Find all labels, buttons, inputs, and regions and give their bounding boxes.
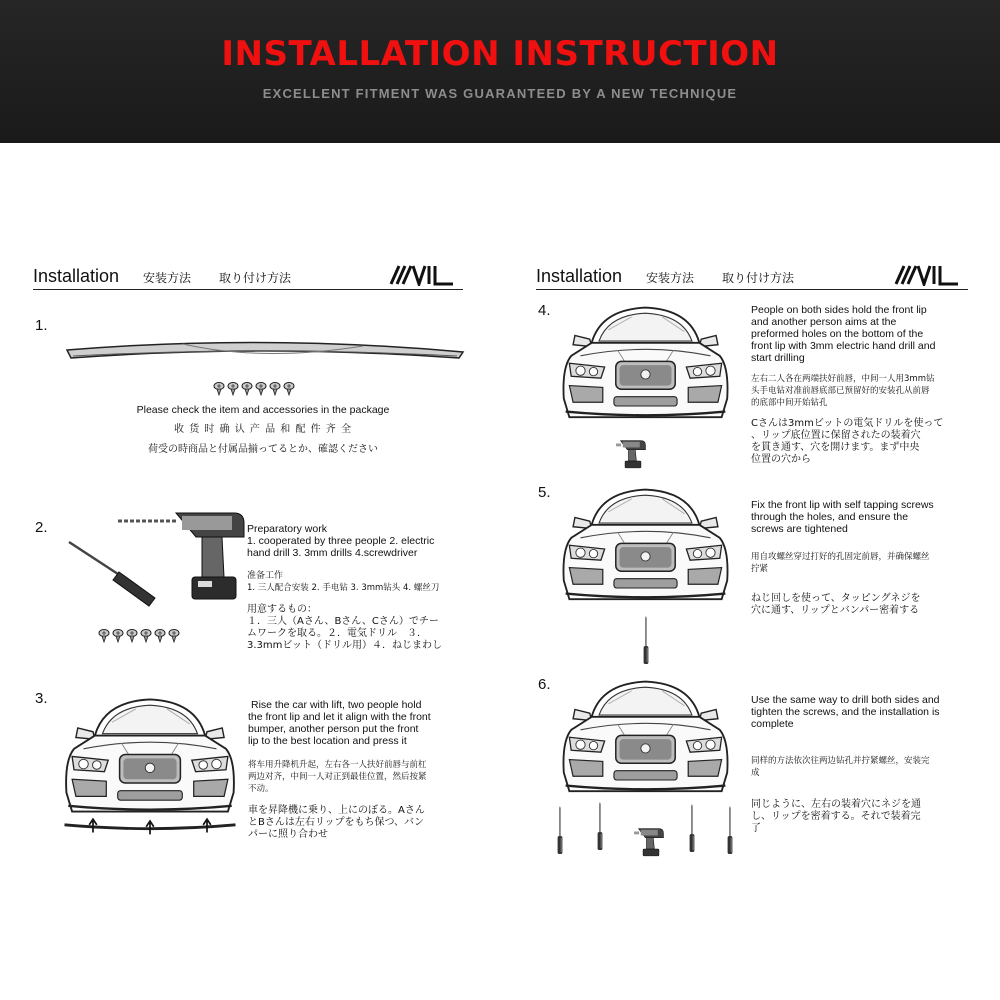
step-6-text-en-2: tighten the screws, and the installation is	[751, 706, 940, 718]
step-4-text-en-2: and another person aims at the	[751, 316, 897, 328]
step-1-text-cn: 收 货 时 确 认 产 品 和 配 件 齐 全	[174, 424, 352, 435]
step-6-text-en-3: complete	[751, 718, 794, 730]
step-6-text-en-1: Use the same way to drill both sides and	[751, 694, 940, 706]
step-2-text-jp-3: 3.3mmビット（ドリル用）４．ねじまわし	[247, 640, 442, 651]
step-3-text-jp-1: 車を昇降機に乗り、上にのぼる。Aさん	[248, 805, 425, 816]
step-3-text-jp-2: とBさんは左右リップをもち保つ、バン	[248, 817, 425, 828]
front-lip-icon	[63, 332, 468, 372]
screwdriver-icon	[640, 614, 652, 666]
step-4-text-jp-2: 、リップ底位置に保留されたの装着穴	[751, 430, 921, 441]
step-3-text-cn-3: 不动。	[248, 784, 274, 794]
vil-logo-icon	[387, 264, 455, 286]
step-4-text-en-1: People on both sides hold the front lip	[751, 304, 927, 316]
step-5-text-en-2: through the holes, and ensure the	[751, 511, 909, 523]
step-6-text-cn-1: 同样的方法依次往两边钻孔并拧紧螺丝，安装完	[751, 756, 930, 766]
step-3-text-cn-2: 两边对齐，中间一人对正到最佳位置，然后按紧	[248, 772, 427, 782]
car-front-icon	[548, 676, 743, 806]
drill-icon	[118, 507, 248, 607]
step-6-number: 6.	[538, 676, 551, 693]
header-title-cn: 安装方法	[646, 271, 695, 285]
car-front-icon	[548, 484, 743, 614]
step-2-text-cn: 1. 三人配合安装 2. 手电钻 3. 3mm钻头 4. 螺丝刀	[247, 583, 440, 593]
drill-icon	[616, 432, 650, 472]
tools-row	[554, 800, 744, 862]
step-4-text-cn-3: 的底部中间开始钻孔	[751, 398, 828, 408]
step-5-text-cn-1: 用自攻螺丝穿过打好的孔固定前唇，并确保螺丝	[751, 552, 930, 562]
step-3-text-en-1: Rise the car with lift, two people hold	[251, 699, 422, 711]
page-title: INSTALLATION INSTRUCTION	[221, 34, 779, 74]
step-1-number: 1.	[35, 317, 48, 334]
step-3-number: 3.	[35, 690, 48, 707]
step-5-text-en-1: Fix the front lip with self tapping screws	[751, 499, 934, 511]
step-6-text-jp-1: 同じように、左右の装着穴にネジを通	[751, 799, 921, 810]
step-5-number: 5.	[538, 484, 551, 501]
step-5-text-jp-2: 穴に通す、リップとバンパー密着する	[751, 605, 920, 616]
step-3-text-en-2: the front lip and let it align with the front	[248, 711, 431, 723]
step-3-text-cn-1: 将车用升降机升起，左右各一人扶好前唇与前杠	[248, 760, 427, 770]
instruction-panel-left	[33, 262, 463, 882]
step-1-text-en: Please check the item and accessories in the package	[136, 404, 390, 416]
step-2-title-jp: 用意するもの：	[247, 604, 317, 615]
header-title-en: Installation	[536, 266, 623, 286]
screw-icon	[213, 380, 303, 398]
step-6-text-jp-2: し、リップを密着する。それで装着完	[751, 811, 921, 822]
step-4-text-en-4: front lip with 3mm electric hand drill and	[751, 340, 936, 352]
step-5-text-cn-2: 拧紧	[751, 564, 769, 574]
panel-header	[33, 262, 463, 290]
step-4-text-jp-4: 位置の穴から	[751, 454, 811, 465]
screw-set-2	[98, 627, 188, 645]
step-2-title-en: Preparatory work	[247, 523, 327, 535]
step-2-text-jp-2: ムワークを取る。２．電気ドリル ３．	[247, 628, 427, 639]
step-2-title-cn: 准备工作	[247, 571, 284, 581]
step-2-text-en-1: 1. cooperated by three people 2. electric	[247, 535, 435, 547]
step-3-text-jp-3: パーに照り合わせ	[248, 829, 328, 840]
car-front-icon	[55, 690, 245, 840]
page-subtitle: EXCELLENT FITMENT WAS GUARANTEED BY A NEW TECHNIQUE	[262, 86, 738, 101]
step-5-text-en-3: screws are tightened	[751, 523, 848, 535]
header-title-jp: 取り付け方法	[722, 271, 795, 285]
header-title-en: Installation	[33, 266, 120, 286]
step-4-text-en-5: start drilling	[751, 352, 805, 364]
step-3-text-en-3: bumper, another person put the front	[248, 723, 419, 735]
step-2-text-en-2: hand drill 3. 3mm drills 4.screwdriver	[247, 547, 418, 559]
instruction-panel-right	[536, 262, 968, 882]
step-4-text-jp-3: を貫き通す、穴を開けます。まず中央	[751, 442, 920, 453]
header-banner	[0, 0, 1000, 143]
car-front-icon	[548, 302, 743, 432]
screw-set-1	[213, 380, 303, 403]
step-4-number: 4.	[538, 302, 551, 319]
step-4-text-cn-1: 左右二人各在两端扶好前唇，中间一人用3mm钻	[751, 374, 935, 384]
step-4-text-jp-1: Cさんは3mmビットの電気ドリルを使って	[751, 418, 944, 429]
step-4-text-cn-2: 头手电钻对准前唇底部已预留好的安装孔从前唇	[751, 386, 930, 396]
step-5-text-jp-1: ねじ回しを使って、タッピングネジを	[751, 593, 921, 604]
step-6-text-jp-3: 了	[751, 823, 761, 834]
step-1-text-jp: 荷受の時商品と付属品揃ってるとか、確認ください	[148, 444, 378, 455]
step-6-text-cn-2: 成	[751, 768, 760, 778]
vil-logo-icon	[892, 264, 960, 286]
header-title-jp: 取り付け方法	[219, 271, 292, 285]
step-2-text-jp-1: １．三人（Aさん、Bさん、Cさん）でチー	[247, 616, 439, 627]
step-4-text-en-3: preformed holes on the bottom of the	[751, 328, 924, 340]
step-2-number: 2.	[35, 519, 48, 536]
panel-header	[536, 262, 968, 290]
header-title-cn: 安装方法	[143, 271, 192, 285]
step-3-text-en-4: lip to the best location and press it	[248, 735, 407, 747]
